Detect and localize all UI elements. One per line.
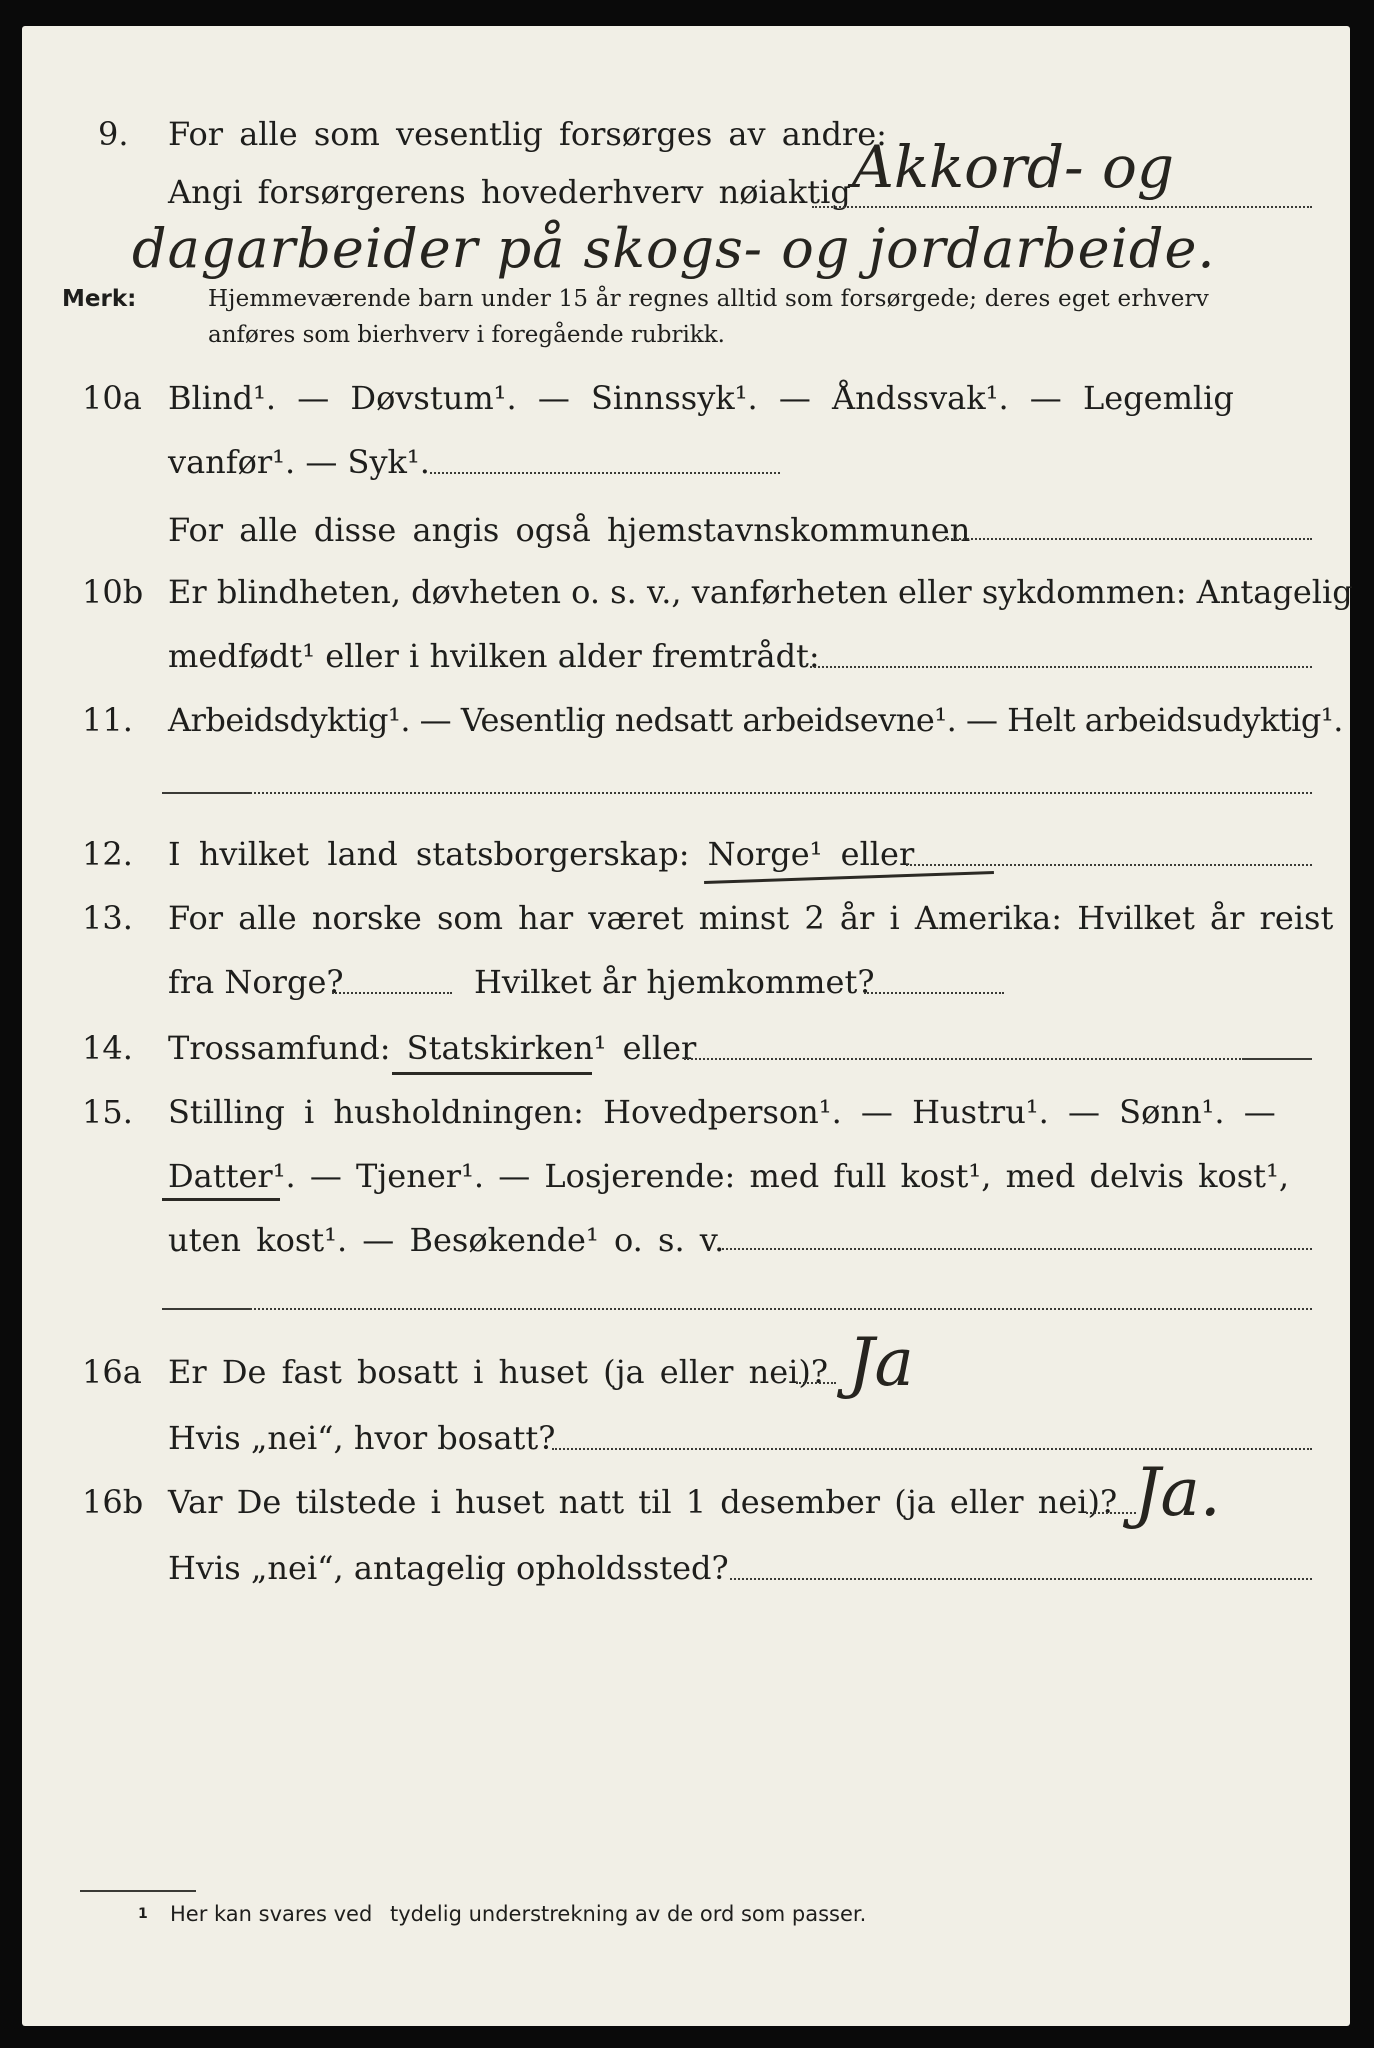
q13-reist-line (332, 992, 452, 994)
census-form-page (22, 26, 1353, 2026)
q16a-answer-line (796, 1382, 836, 1384)
q16b-handwritten-answer: Ja. (1134, 1454, 1221, 1531)
q12-line1: I hvilket land statsborgerskap: Norge¹ eller (168, 835, 915, 873)
q14-line1: Trossamfund: Statskirken¹ eller (168, 1029, 697, 1067)
q12-answer-line (906, 864, 1312, 866)
merk-line2: anføres som bierhverv i foregående rubrikk. (208, 322, 725, 348)
q10a-kommune-line (944, 538, 1312, 540)
q10a-line3: For alle disse angis også hjemstavnskommunen (168, 511, 971, 549)
q16b-answer-line (1086, 1512, 1136, 1514)
q11-number: 11. (82, 701, 133, 739)
q15-line1: Stilling i husholdningen: Hovedperson¹. — Hustru¹. — Sønn¹. — (168, 1093, 1276, 1131)
q10b-age-line (810, 666, 1312, 668)
q16b-line2: Hvis „nei“, antagelig opholdssted? (168, 1549, 729, 1587)
q9-number: 9. (98, 115, 129, 153)
q11-answer-line (250, 792, 1312, 794)
q10b-line1: Er blindheten, døvheten o. s. v., vanførheten eller sykdommen: Antagelig (168, 573, 1353, 611)
q9-handwritten-answer-1: Akkord- og (852, 133, 1175, 201)
q15-extra-mark-line (162, 1308, 250, 1310)
footnote-text-b: tydelig understrekning av de ord som passer. (390, 1902, 867, 1926)
q16a-handwritten-answer: Ja (848, 1324, 914, 1401)
q16b-opholdssted-line (730, 1578, 1312, 1580)
footnote-text-a: Her kan svares ved (170, 1902, 373, 1926)
q11-line1: Arbeidsdyktig¹. — Vesentlig nedsatt arbeidsevne¹. — Helt arbeidsudyktig¹. (168, 701, 1343, 739)
q13-hjemkommet-line (864, 992, 1004, 994)
q9-handwritten-answer-2: dagarbeider på skogs- og jordarbeide. (132, 217, 1216, 280)
q10b-number: 10b (82, 573, 144, 611)
q13-line2b: Hvilket år hjemkommet? (474, 963, 875, 1001)
q14-number: 14. (82, 1029, 133, 1067)
q16b-line1: Var De tilstede i huset natt til 1 desember (ja eller nei)? (168, 1483, 1118, 1521)
q14-answer-line-dots (684, 1058, 1244, 1060)
q15-extra-line (250, 1308, 1312, 1310)
q10b-line2: medfødt¹ eller i hvilken alder fremtrådt: (168, 637, 820, 675)
q11-mark-line (162, 792, 250, 794)
q15-line3: uten kost¹. — Besøkende¹ o. s. v. (168, 1221, 725, 1259)
q10a-line2: vanfør¹. — Syk¹. (168, 443, 430, 481)
q10a-line1: Blind¹. — Døvstum¹. — Sinnssyk¹. — Åndssvak¹. — Legemlig (168, 379, 1234, 417)
q16b-number: 16b (82, 1483, 144, 1521)
q9-answer-line (812, 206, 1312, 208)
merk-line1: Hjemmeværende barn under 15 år regnes alltid som forsørgede; deres eget erhverv (208, 286, 1209, 312)
q16a-line1: Er De fast bosatt i huset (ja eller nei)? (168, 1353, 829, 1391)
q9-line2: Angi forsørgerens hovederhverv nøiaktig (168, 173, 851, 211)
footnote-rule (80, 1890, 196, 1892)
q14-statskirken-underline (392, 1072, 592, 1075)
q10a-syk-line (430, 472, 780, 474)
q15-line2: Datter¹. — Tjener¹. — Losjerende: med full kost¹, med delvis kost¹, (168, 1157, 1290, 1195)
q15-number: 15. (82, 1093, 133, 1131)
q13-line2a: fra Norge? (168, 963, 344, 1001)
footnote-mark: 1 (138, 1906, 148, 1922)
q9-line1: For alle som vesentlig forsørges av andre: (168, 115, 887, 153)
q13-number: 13. (82, 899, 133, 937)
q12-number: 12. (82, 835, 133, 873)
q13-line1: For alle norske som har været minst 2 år i Amerika: Hvilket år reist (168, 899, 1334, 937)
q16a-number: 16a (82, 1353, 142, 1391)
q16a-bosatt-line (552, 1448, 1312, 1450)
q16a-line2: Hvis „nei“, hvor bosatt? (168, 1419, 556, 1457)
q15-datter-underline (162, 1198, 280, 1201)
q10a-number: 10a (82, 379, 142, 417)
merk-label: Merk: (62, 286, 137, 312)
q14-answer-line-end (1244, 1058, 1312, 1060)
q15-answer-line (722, 1248, 1312, 1250)
